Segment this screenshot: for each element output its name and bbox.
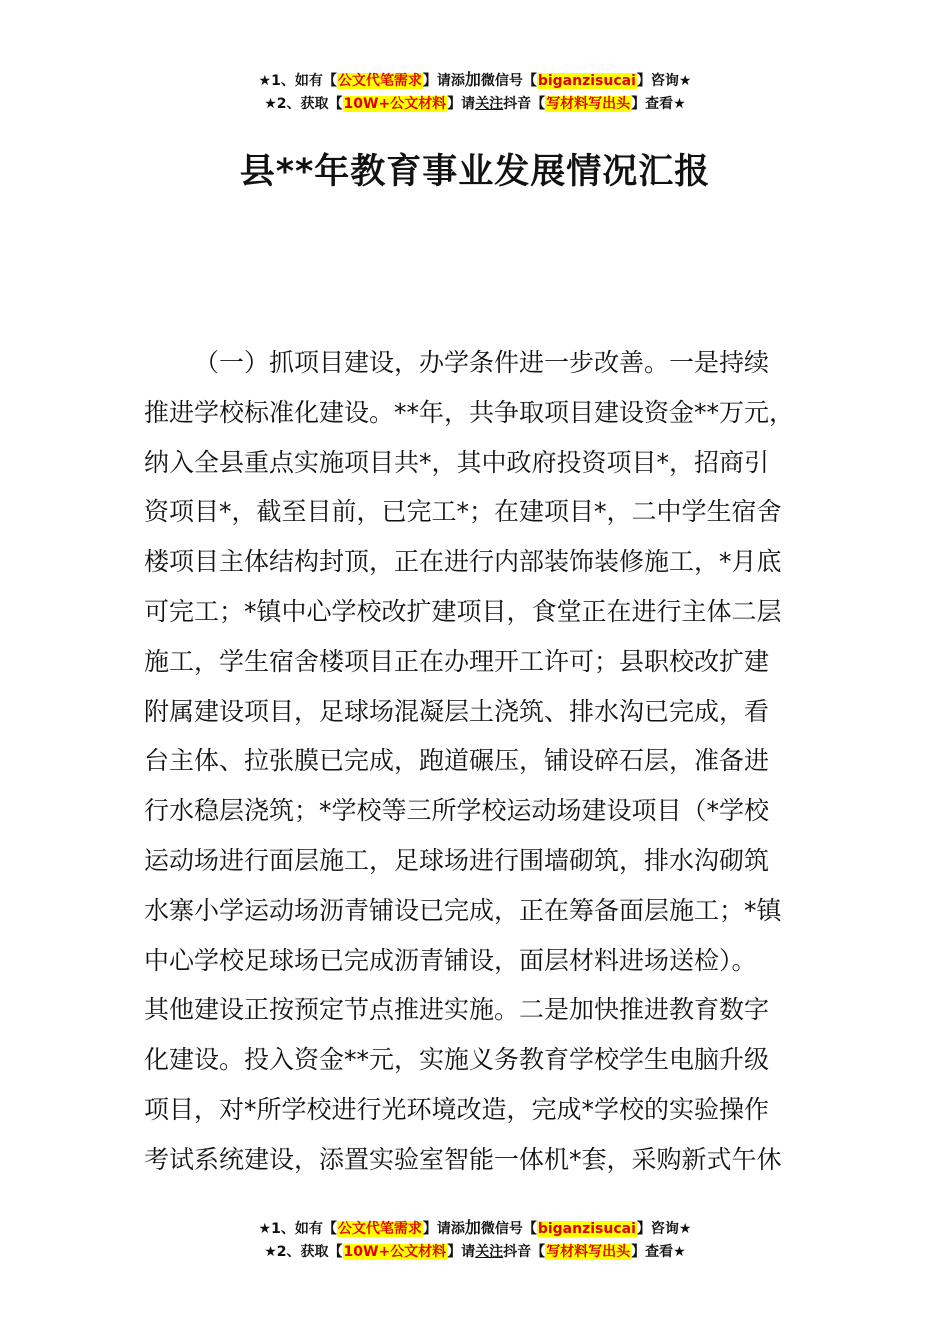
banner-line-1: ★1、如有【公文代笔需求】请添加微信号【biganzisucai】咨询★	[258, 70, 692, 89]
header-banner	[0, 68, 950, 116]
highlight-tag: 公文代笔需求	[337, 1221, 422, 1237]
body-line: 推进学校标准化建设。**年，共争取项目建设资金**万元，	[144, 397, 795, 427]
document-title: 县**年教育事业发展情况汇报	[239, 152, 711, 192]
banner-line-2: ★2、获取【10W+公文材料】请关注抖音【写材料写出头】查看★	[264, 96, 686, 112]
body-line: 运动场进行面层施工，足球场进行围墙砌筑，排水沟砌筑	[144, 845, 770, 875]
banner-line-2: ★2、获取【10W+公文材料】请关注抖音【写材料写出头】查看★	[264, 1244, 686, 1260]
body-line: 可完工；*镇中心学校改扩建项目，食堂正在进行主体二层	[144, 596, 782, 626]
wechat-id-tag: biganzisucai	[537, 1221, 636, 1237]
body-line: 考试系统建设，添置实验室智能一体机*套，采购新式午休	[144, 1144, 782, 1174]
body-line: 行水稳层浇筑；*学校等三所学校运动场建设项目（*学校	[144, 796, 770, 826]
body-line: 其他建设正按预定节点推进实施。二是加快推进教育数字	[144, 995, 770, 1025]
body-line: 资项目*，截至目前，已完工*；在建项目*，二中学生宿舍	[144, 497, 782, 527]
banner-line-1: ★1、如有【公文代笔需求】请添加微信号【biganzisucai】咨询★	[258, 1218, 692, 1237]
body-line: （一）抓项目建设，办学条件进一步改善。一是持续	[194, 348, 770, 377]
footer-banner	[0, 1216, 950, 1264]
body-line: 楼项目主体结构封顶，正在进行内部装饰装修施工，*月底	[144, 547, 782, 577]
highlight-tag: 10W+公文材料	[343, 1244, 447, 1260]
body-line: 化建设。投入资金**元，实施义务教育学校学生电脑升级	[144, 1045, 770, 1075]
douyin-id-tag: 写材料写出头	[546, 96, 631, 112]
body-line: 项目，对*所学校进行光环境改造，完成*学校的实验操作	[144, 1094, 770, 1124]
body-line: 施工，学生宿舍楼项目正在办理开工许可；县职校改扩建	[144, 646, 770, 676]
body-line: 台主体、拉张膜已完成，跑道碾压，铺设碎石层，准备进	[144, 746, 770, 776]
document-body	[144, 338, 812, 1185]
highlight-tag: 10W+公文材料	[343, 96, 447, 112]
douyin-id-tag: 写材料写出头	[546, 1244, 631, 1260]
wechat-id-tag: biganzisucai	[537, 73, 636, 89]
body-line: 水寨小学运动场沥青铺设已完成，正在筹备面层施工；*镇	[144, 895, 782, 925]
highlight-tag: 公文代笔需求	[337, 73, 422, 89]
body-line: 纳入全县重点实施项目共*，其中政府投资项目*，招商引	[144, 447, 770, 477]
body-line: 中心学校足球场已完成沥青铺设，面层材料进场送检）。	[144, 945, 757, 975]
body-line: 附属建设项目，足球场混凝层土浇筑、排水沟已完成，看	[144, 696, 770, 726]
